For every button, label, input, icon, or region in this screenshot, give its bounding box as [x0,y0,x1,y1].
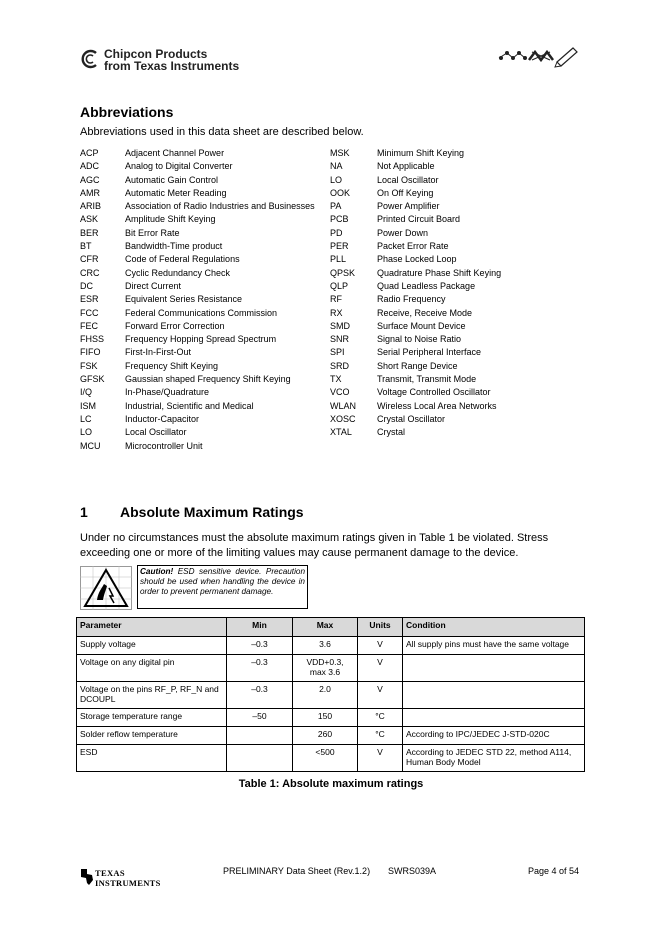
abbreviation-term: PD [330,227,343,238]
abbreviation-row [80,293,315,306]
abbreviation-row [330,147,501,160]
abbreviation-description: Surface Mount Device [377,320,466,331]
abbreviation-term: DC [80,280,93,291]
cell-units: V [358,682,403,709]
abbreviation-description: Phase Locked Loop [377,254,457,265]
abbreviation-term: ACP [80,148,99,158]
abbreviation-term: LO [80,427,93,438]
cell-parameter: Storage temperature range [77,709,227,727]
caution-text: ESD sensitive device. Precaution should be used when handling the device in order to prevent permanent damage. [140,567,305,597]
abbreviation-row [330,333,501,346]
logo-line-1: Chipcon Products [104,47,208,61]
abbreviation-row [330,413,501,426]
abbreviation-row [330,373,501,386]
abbreviation-description: Crystal [377,427,406,438]
section-number: 1 [80,504,88,520]
abbreviation-row [330,280,501,293]
abbreviations-right-column [330,147,501,440]
ti-line-2: INSTRUMENTS [95,878,161,888]
table-row [77,637,585,655]
abbreviation-term: WLAN [330,400,357,411]
abbreviation-row [80,253,315,266]
cell-units: °C [358,727,403,745]
abbreviation-row [80,333,315,346]
section-title: Absolute Maximum Ratings [120,504,304,520]
abbreviation-row [80,227,315,240]
abbreviation-description: Wireless Local Area Networks [377,400,497,411]
abbreviations-left-column [80,147,315,453]
abbreviation-term: MCU [80,440,101,451]
abbreviation-description: Association of Radio Industries and Businesses [125,201,315,212]
cell-min [227,745,293,772]
cell-condition: According to IPC/JEDEC J-STD-020C [403,727,585,745]
cell-parameter: Voltage on any digital pin [77,655,227,682]
abbreviation-description: Transmit, Transmit Mode [377,374,477,385]
abbreviation-description: Cyclic Redundancy Check [125,267,231,278]
header-units: Units [358,618,403,637]
abbreviation-row [330,200,501,213]
abbreviation-row [330,227,501,240]
table-caption: Table 1: Absolute maximum ratings [238,778,424,790]
cell-min [227,727,293,745]
abbreviation-description: Printed Circuit Board [377,214,461,225]
abbreviation-description: Automatic Meter Reading [125,187,227,198]
abbreviation-term: VCO [330,387,350,398]
abbreviation-term: ISM [80,400,97,411]
abbreviation-term: NA [330,161,343,172]
abbreviation-row [330,346,501,359]
cell-condition [403,682,585,709]
cell-min: –0.3 [227,655,293,682]
abbreviation-row [80,160,315,173]
abbreviation-description: Power Down [377,227,429,238]
abbreviations-heading: Abbreviations [80,104,174,120]
header-decoration-icon [497,44,579,68]
abbreviations-intro: Abbreviations used in this data sheet are described below. [80,126,364,138]
abbreviation-term: FIFO [80,347,101,358]
abbreviation-term: AGC [80,174,100,185]
abbreviation-row [80,426,315,439]
abbreviation-term: SMD [330,320,350,331]
abbreviation-row [330,187,501,200]
abbreviation-row [80,147,315,160]
footer-doc-title: PRELIMINARY Data Sheet (Rev.1.2) [223,866,371,876]
cell-condition [403,655,585,682]
table-row [77,727,585,745]
abbreviation-row [80,373,315,386]
abbreviation-term: AMR [80,187,100,198]
abbreviation-row [80,386,315,399]
abbreviation-description: Direct Current [125,280,182,291]
abbreviation-description: Radio Frequency [377,294,446,305]
abbreviation-description: Serial Peripheral Interface [377,347,482,358]
abbreviation-row [80,413,315,426]
abbreviation-description: Industrial, Scientific and Medical [125,400,254,411]
abbreviation-term: BT [80,241,92,252]
caution-label: Caution! [140,567,174,576]
abbreviation-description: Minimum Shift Keying [377,148,465,158]
logo-line-2: from Texas Instruments [104,59,240,73]
abbreviation-term: RX [330,307,343,318]
abbreviation-description: Short Range Device [377,360,458,371]
abbreviation-term: GFSK [80,374,105,385]
cell-parameter: ESD [77,745,227,772]
cell-min: –0.3 [227,682,293,709]
abbreviation-term: PLL [330,254,347,265]
cell-max: 260 [293,727,358,745]
abbreviation-description: Equivalent Series Resistance [125,294,243,305]
footer-doc-code: SWRS039A [388,866,437,876]
abbreviation-term: QPSK [330,267,356,278]
abbreviation-row [80,440,315,453]
table-row [77,709,585,727]
abbreviation-row [330,253,501,266]
abbreviation-description: Automatic Gain Control [125,174,219,185]
abbreviation-row [80,307,315,320]
abbreviation-description: Packet Error Rate [377,241,449,252]
abbreviation-row [80,320,315,333]
abbreviation-description: Federal Communications Commission [125,307,278,318]
abbreviation-description: In-Phase/Quadrature [125,387,210,398]
cell-condition: According to JEDEC STD 22, method A114, Human Body Model [403,745,585,772]
abbreviation-description: Receive, Receive Mode [377,307,473,318]
header-min: Min [227,618,293,637]
abbreviation-term: CRC [80,267,100,278]
cell-units: V [358,655,403,682]
section-paragraph: Under no circumstances must the absolute maximum ratings given in Table 1 be violated. Stress exceeding one or more of the limiting values may cause permanent damage to the device. [80,532,549,559]
cell-condition [403,709,585,727]
abbreviation-row [330,400,501,413]
esd-warning-icon [80,566,132,610]
abbreviation-term: ARIB [80,201,102,212]
abbreviation-description: On Off Keying [377,187,434,198]
abbreviation-description: Local Oscillator [125,427,187,438]
abbreviation-row [330,160,501,173]
header-condition: Condition [403,618,585,637]
abbreviation-term: PCB [330,214,349,225]
abbreviation-term: LO [330,174,343,185]
header-parameter: Parameter [77,618,227,637]
section-heading [80,504,304,520]
abbreviation-term: FSK [80,360,98,371]
abbreviation-term: XOSC [330,413,356,424]
abbreviation-term: FCC [80,307,99,318]
chipcon-logo [80,46,320,76]
abbreviation-description: Frequency Shift Keying [125,360,219,371]
abbreviation-description: Frequency Hopping Spread Spectrum [125,334,277,345]
abbreviation-description: Forward Error Correction [125,320,225,331]
abbreviation-description: Microcontroller Unit [125,440,203,451]
abbreviation-row [80,187,315,200]
abbreviation-description: Analog to Digital Converter [125,161,233,172]
header-max: Max [293,618,358,637]
abbreviation-term: LC [80,413,92,424]
cell-max: <500 [293,745,358,772]
ti-state-icon [80,868,94,886]
abbreviation-row [330,307,501,320]
abbreviation-description: Gaussian shaped Frequency Shift Keying [125,374,291,385]
abbreviation-term: CFR [80,254,99,265]
abbreviation-description: First-In-First-Out [125,347,191,358]
abbreviation-term: SRD [330,360,350,371]
abbreviation-row [330,240,501,253]
abbreviation-description: Crystal Oscillator [377,413,446,424]
abbreviation-row [330,267,501,280]
cell-min: –0.3 [227,637,293,655]
cell-units: °C [358,709,403,727]
abbreviation-term: MSK [330,148,350,158]
abbreviation-description: Local Oscillator [377,174,439,185]
abbreviation-description: Inductor-Capacitor [125,413,200,424]
abbreviation-term: ASK [80,214,99,225]
abbreviation-row [80,240,315,253]
abbreviation-term: OOK [330,187,351,198]
abbreviation-term: SPI [330,347,345,358]
cell-units: V [358,745,403,772]
ti-line-1: TEXAS [95,868,125,878]
abbreviation-term: PA [330,201,342,212]
abbreviation-description: Quad Leadless Package [377,280,476,291]
abbreviation-description: Power Amplifier [377,201,440,212]
table-row [77,682,585,709]
abbreviation-description: Voltage Controlled Oscillator [377,387,491,398]
abbreviation-term: I/Q [80,387,93,398]
abbreviation-term: SNR [330,334,350,345]
cell-condition: All supply pins must have the same voltage [403,637,585,655]
abbreviation-term: ESR [80,294,99,305]
abbreviation-term: QLP [330,280,349,291]
abbreviation-description: Adjacent Channel Power [125,148,225,158]
cell-max: 3.6 [293,637,358,655]
abbreviation-row [330,213,501,226]
caution-box [137,565,308,609]
abbreviation-description: Signal to Noise Ratio [377,334,462,345]
cell-min: –50 [227,709,293,727]
absolute-maximum-ratings-table [76,617,585,772]
abbreviation-row [330,386,501,399]
abbreviation-description: Bit Error Rate [125,227,180,238]
abbreviation-term: FEC [80,320,98,331]
texas-instruments-logo [80,866,161,892]
chipcon-c-icon [80,48,100,70]
abbreviation-description: Bandwidth-Time product [125,241,223,252]
abbreviation-term: RF [330,294,342,305]
abbreviation-row [330,293,501,306]
abbreviation-description: Amplitude Shift Keying [125,214,216,225]
abbreviation-row [80,200,315,213]
abbreviation-row [80,267,315,280]
abbreviation-row [330,320,501,333]
cell-units: V [358,637,403,655]
abbreviation-term: BER [80,227,99,238]
abbreviation-row [80,174,315,187]
table-row [77,655,585,682]
abbreviation-term: PER [330,241,349,252]
abbreviation-description: Code of Federal Regulations [125,254,240,265]
abbreviation-row [80,280,315,293]
abbreviation-row [80,346,315,359]
abbreviation-description: Quadrature Phase Shift Keying [377,267,502,278]
table-header-row [77,618,585,637]
cell-parameter: Supply voltage [77,637,227,655]
cell-max: 150 [293,709,358,727]
abbreviation-description: Not Applicable [377,161,435,172]
abbreviation-term: FHSS [80,334,105,345]
abbreviation-term: TX [330,374,342,385]
abbreviation-row [80,400,315,413]
abbreviation-row [330,360,501,373]
abbreviation-row [330,426,501,439]
abbreviation-row [80,213,315,226]
abbreviation-row [330,174,501,187]
cell-parameter: Voltage on the pins RF_P, RF_N and DCOUPL [77,682,227,709]
abbreviation-term: XTAL [330,427,352,438]
footer-page-number: Page 4 of 54 [528,866,580,876]
abbreviation-row [80,360,315,373]
cell-max: VDD+0.3, max 3.6 [293,655,358,682]
cell-parameter: Solder reflow temperature [77,727,227,745]
cell-max: 2.0 [293,682,358,709]
abbreviation-term: ADC [80,161,100,172]
table-row [77,745,585,772]
